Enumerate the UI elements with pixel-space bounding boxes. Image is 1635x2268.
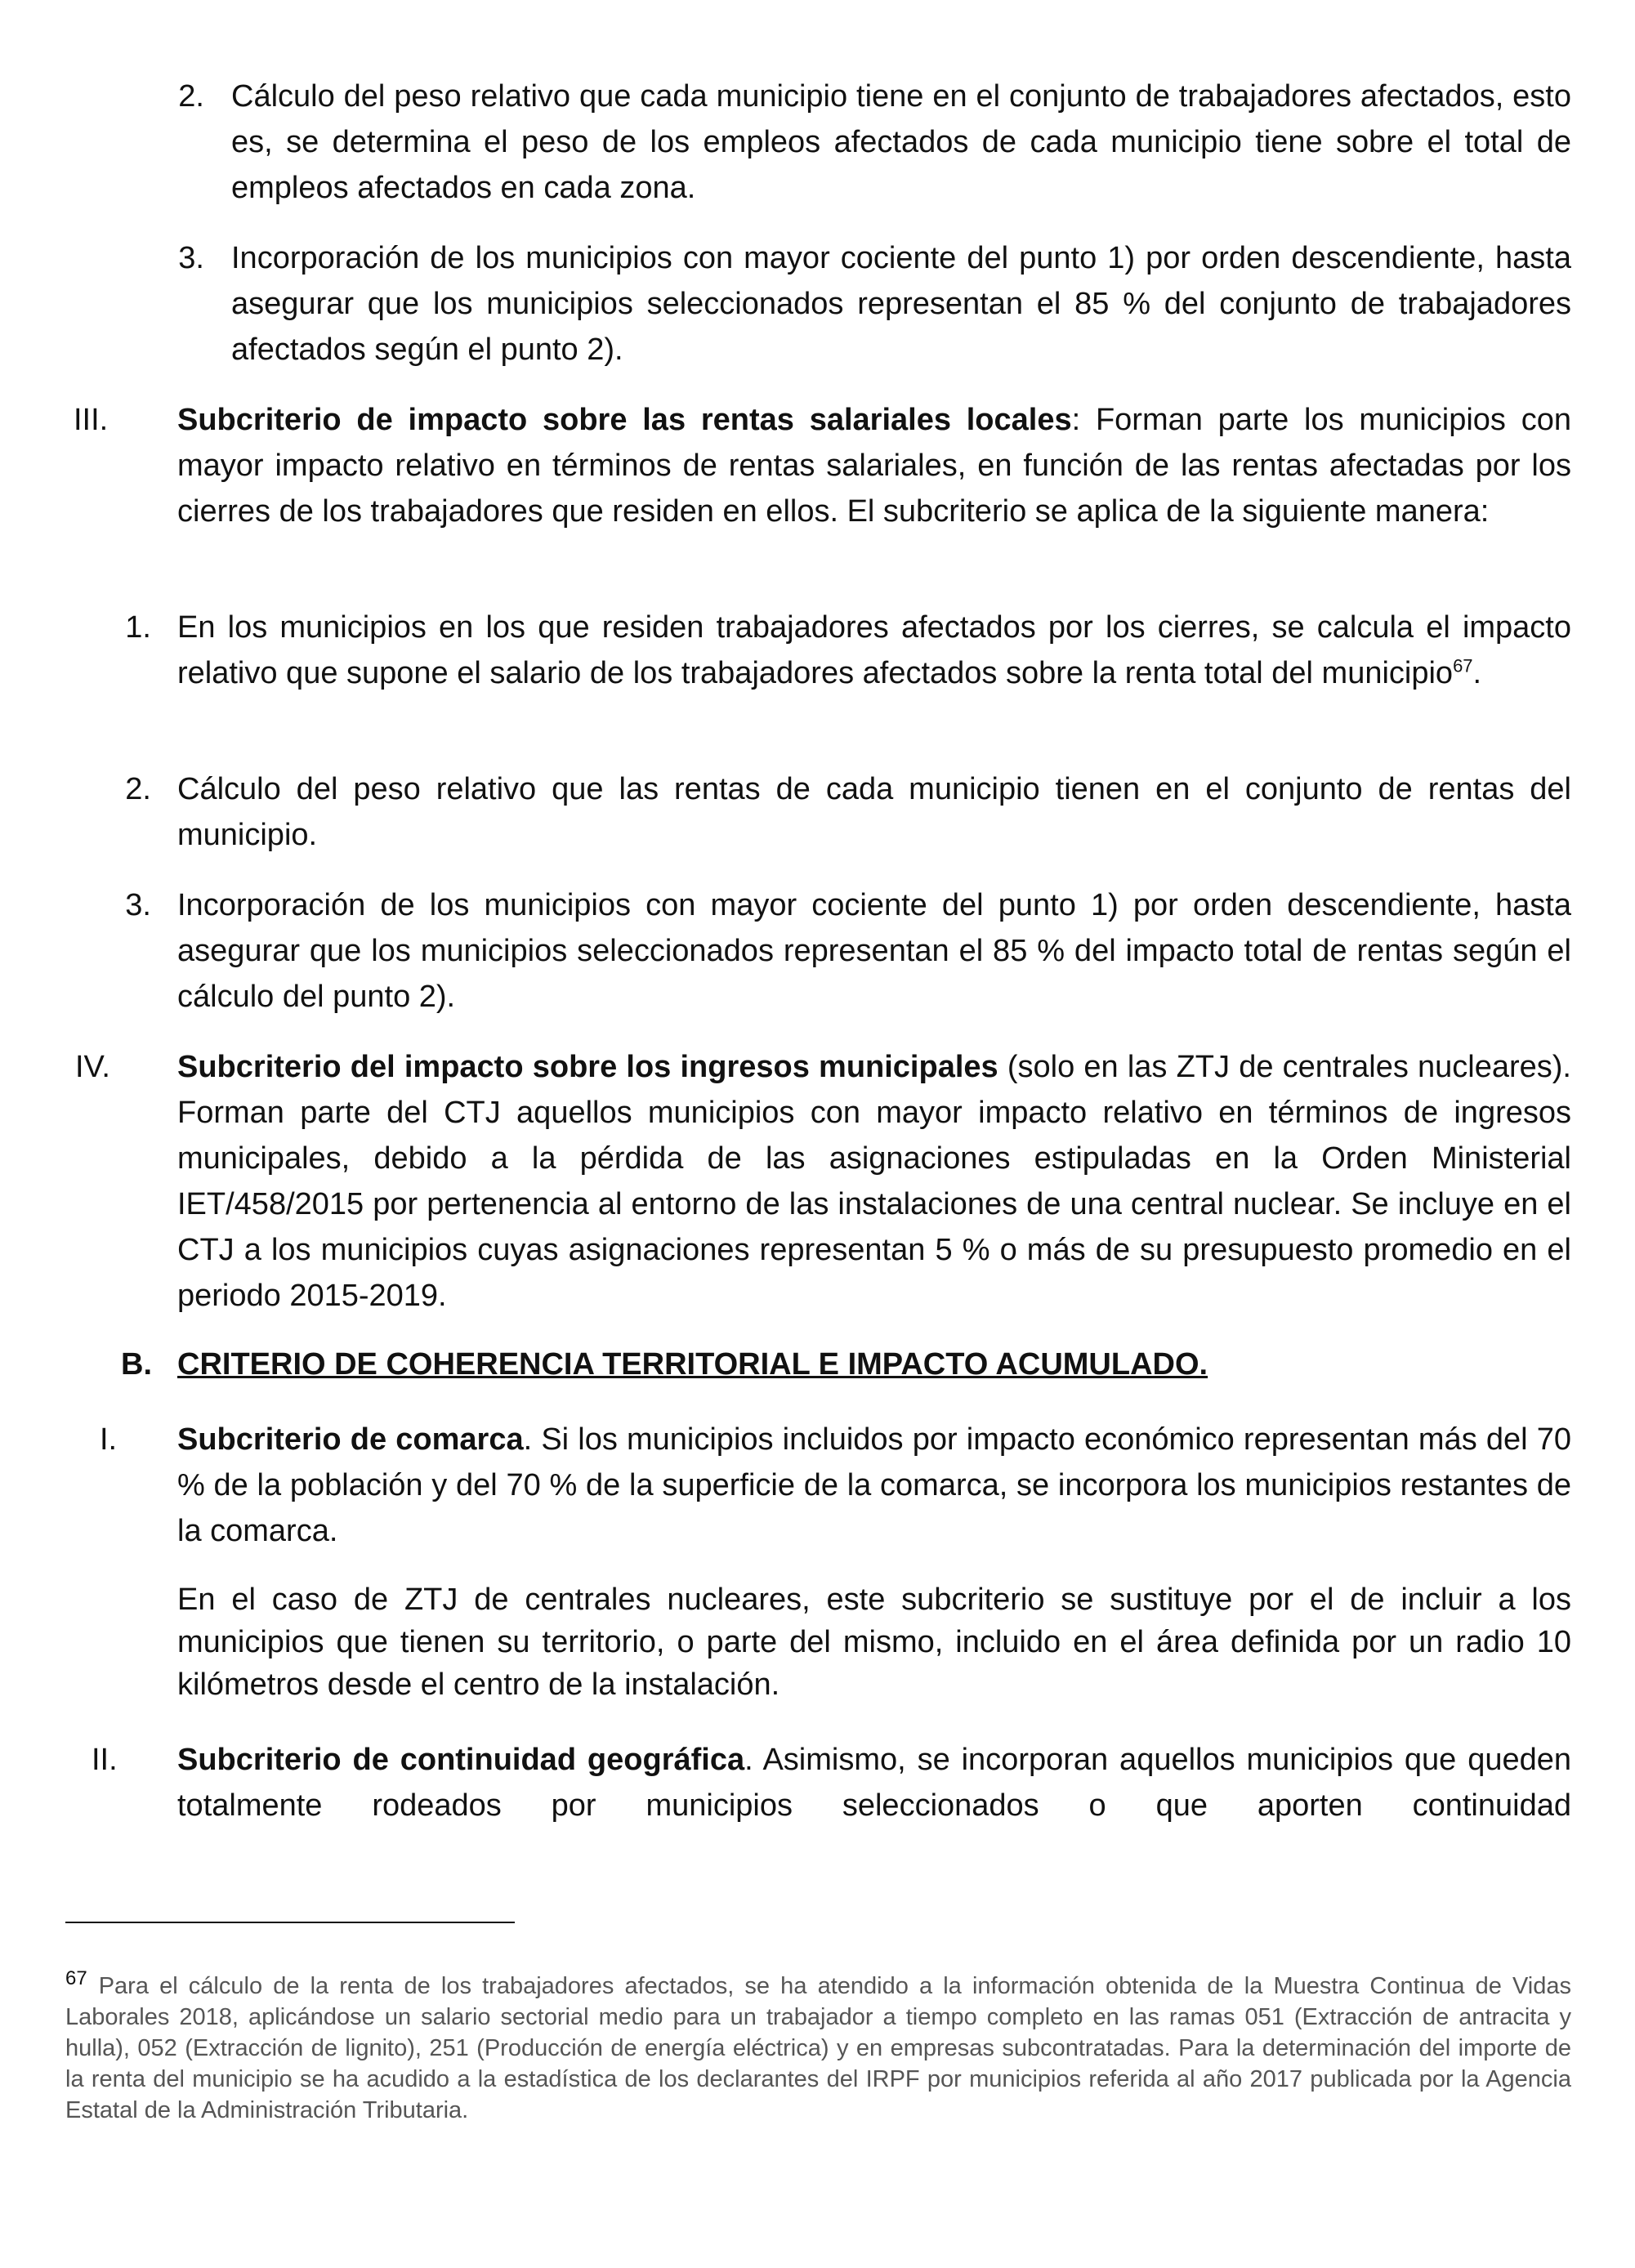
section-heading [177,1342,1208,1387]
paragraph: Cálculo del peso relativo que cada municipio tiene en el conjunto de trabajadores afectados, esto es, se determina el peso de los empleos afectados de cada municipio tiene sobre el total de empleos afectados en cada zona. [231,79,1571,205]
subcriterion-title: Subcriterio de comarca [177,1422,524,1457]
footnote-text: Para el cálculo de la renta de los trabajadores afectados, se ha atendido a la información obtenida de la Muestra Continua de Vidas Laborales 2018, aplicándose un salario sectorial medio para un trabajador a tiempo completo en las ramas 051 (Extracción de antracita y hulla), 052 (Extracción de lignito), 251 (Producción de energía eléctrica) y en empresas subcontratadas. Para la determinación del importe de la renta del municipio se ha acudido a la estadística de los declarantes del IRPF por municipios referida al año 2017 publicada por la Agencia Estatal de la Administración Tributaria. [65,1973,1571,2123]
footnote-separator [65,1922,515,1923]
paragraph: Cálculo del peso relativo que las rentas de cada municipio tienen en el conjunto de rentas del municipio. [177,772,1571,852]
roman-numeral: IV. [75,1050,110,1084]
subcriterion-title: Subcriterio del impacto sobre los ingresos municipales [177,1050,998,1084]
subcriterion-title: Subcriterio de impacto sobre las rentas salariales locales [177,403,1072,437]
list-number: 2. [178,79,204,114]
paragraph [177,397,1571,534]
paragraph: Incorporación de los municipios con mayor cociente del punto 1) por orden descendiente, hasta asegurar que los municipios seleccionados representan el 85 % del impacto total de rentas según el cálculo del punto 2). [177,888,1571,1014]
roman-numeral: III. [74,403,109,437]
paragraph-text: : Forman parte los municipios con mayor impacto relativo en términos de rentas salariales, en función de las rentas afectadas por los cierres de los trabajadores que residen en ellos. El subcriterio se aplica de la siguiente manera: [177,403,1571,529]
list-number: 2. [125,772,151,806]
roman-numeral: II. [92,1743,118,1777]
paragraph-text: En los municipios en los que residen trabajadores afectados por los cierres, se calcula el impacto relativo que supone el salario de los trabajadores afectados sobre la renta total del municipio [177,610,1571,690]
paragraph [177,1417,1571,1554]
paragraph-text: . Asimismo, se incorporan aquellos municipios que queden totalmente rodeados por municipios seleccionados o que aporten continuidad [177,1743,1572,1823]
list-number: 3. [178,241,204,275]
paragraph-text: . Si los municipios incluidos por impacto económico representan más del 70 % de la población y del 70 % de la superficie de la comarca, se incorpora los municipios restantes de la comarca. [177,1422,1571,1548]
footnote [65,1967,1571,2126]
paragraph [177,605,1571,696]
paragraph: Incorporación de los municipios con mayor cociente del punto 1) por orden descendiente, hasta asegurar que los municipios seleccionados representan el 85 % del conjunto de trabajadores afectados según el punto 2). [231,241,1571,367]
section-letter: B. [121,1347,152,1382]
paragraph [177,1044,1571,1319]
list-number: 3. [125,888,151,922]
footnote-reference[interactable]: 67 [1453,655,1473,676]
list-number: 1. [125,610,151,645]
paragraph [177,1737,1571,1828]
paragraph: En el caso de ZTJ de centrales nucleares, este subcriterio se sustituye por el de incluir a los municipios que tienen su territorio, o parte del mismo, incluido en el área definida por un radio 10 kilómetros desde el centro de la instalación. [177,1583,1571,1702]
subcriterion-title: Subcriterio de continuidad geográfica [177,1743,745,1777]
section-heading-text: CRITERIO DE COHERENCIA TERRITORIAL E IMPACTO ACUMULADO. [177,1347,1208,1382]
footnote-number: 67 [65,1967,87,1990]
roman-numeral: I. [100,1422,118,1457]
paragraph-end: . [1472,656,1482,690]
paragraph-text: (solo en las ZTJ de centrales nucleares). Forman parte del CTJ aquellos municipios con mayor impacto relativo en términos de ingresos municipales, debido a la pérdida de las asignaciones estipuladas en la Orden Ministerial IET/458/2015 por pertenencia al entorno de las instalaciones de una central nuclear. Se incluye en el CTJ a los municipios cuyas asignaciones representan 5 % o más de su presupuesto promedio en el periodo 2015-2019. [177,1050,1571,1313]
